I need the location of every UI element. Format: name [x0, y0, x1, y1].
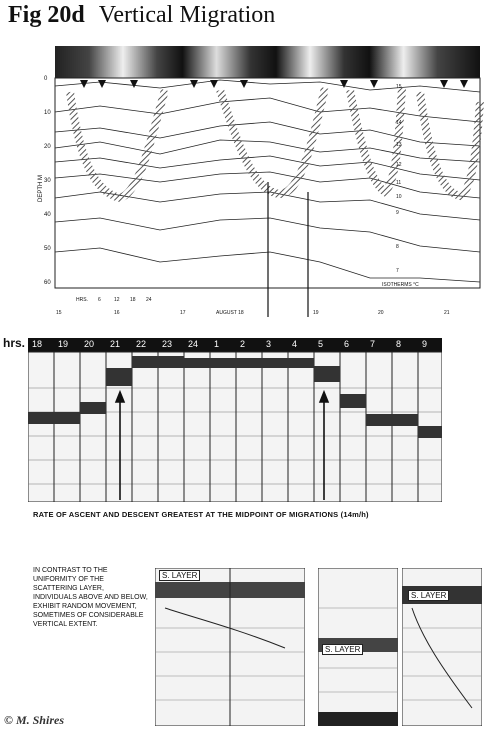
- hour-label: 19: [58, 339, 69, 349]
- s-layer-label: S. LAYER: [408, 590, 449, 601]
- isotherm-label: 11: [396, 180, 402, 186]
- depth-tick: 60: [44, 280, 51, 286]
- hour-label: 5: [318, 339, 324, 349]
- depth-axis-label: DEPTH M: [38, 175, 44, 202]
- echogram-frame: [28, 352, 442, 502]
- bottom-echogram-1-svg: [155, 568, 305, 726]
- day-tick: AUGUST 18: [216, 310, 244, 316]
- day-tick: 15: [56, 310, 62, 316]
- bottom-echogram-2: [318, 568, 398, 726]
- hour-label: 2: [240, 339, 246, 349]
- s-layer-label: S. LAYER: [159, 570, 200, 581]
- pointer-lines: [268, 182, 308, 317]
- figure-number: Fig 20d: [8, 2, 85, 28]
- day-tick: 20: [378, 310, 384, 316]
- hour-tick: 6: [98, 297, 101, 303]
- hour-tick: 12: [114, 297, 120, 303]
- isotherm-label: 12: [396, 162, 402, 168]
- depth-tick: 0: [44, 76, 48, 82]
- echogram-svg: [28, 338, 442, 502]
- figure-heading: Vertical Migration: [98, 2, 276, 28]
- echogram-strip: [28, 338, 442, 502]
- depth-tick: 30: [44, 178, 51, 184]
- hour-label: 9: [422, 339, 428, 349]
- day-tick: 17: [180, 310, 186, 316]
- isotherm-label: 15: [396, 84, 402, 90]
- isotherm-label: 14: [396, 120, 402, 126]
- hour-label: 20: [84, 339, 95, 349]
- s-layer-label: S. LAYER: [322, 644, 363, 655]
- depth-tick: 40: [44, 212, 51, 218]
- bottom-echogram-1: [155, 568, 305, 726]
- hour-label: 1: [214, 339, 220, 349]
- day-tick: 21: [444, 310, 450, 316]
- hour-label: 6: [344, 339, 350, 349]
- depth-tick: 20: [44, 144, 51, 150]
- isotherm-title: ISOTHERMS °C: [382, 282, 419, 288]
- isotherm-label: 10: [396, 194, 402, 200]
- hour-label: 18: [32, 339, 43, 349]
- isotherm-label: 9: [396, 210, 399, 216]
- figure-title: [8, 2, 275, 29]
- hour-tick: 18: [130, 297, 136, 303]
- depth-tick: 50: [44, 246, 51, 252]
- isotherm-label: 8: [396, 244, 399, 250]
- hour-label: 22: [136, 339, 147, 349]
- hour-label: 23: [162, 339, 173, 349]
- scattering-note: IN CONTRAST TO THE UNIFORMITY OF THE SCATTERING LAYER, INDIVIDUALS ABOVE AND BELOW, EXHIBIT RANDOM MOVEMENT, SOMETIMES OF CONSIDERABLE VERTICAL EXTENT.: [33, 567, 148, 628]
- day-tick: 16: [114, 310, 120, 316]
- hour-tick: 24: [146, 297, 152, 303]
- hrs-label: hrs.: [3, 336, 26, 350]
- hour-tick: HRS.: [76, 297, 88, 303]
- day-night-bar: [55, 46, 480, 78]
- depth-tick: 10: [44, 110, 51, 116]
- top-chart-svg: [40, 42, 485, 317]
- hour-label: 7: [370, 339, 376, 349]
- isotherm-label: 7: [396, 268, 399, 274]
- hour-label: 4: [292, 339, 298, 349]
- hour-label: 21: [110, 339, 121, 349]
- hour-label: 3: [266, 339, 272, 349]
- hour-label: 24: [188, 339, 199, 349]
- isotherm-label: 13: [396, 142, 402, 148]
- signature: © M. Shires: [4, 713, 64, 727]
- top-migration-chart: [40, 42, 485, 317]
- bottom-echogram-3: [402, 568, 482, 726]
- day-tick: 19: [313, 310, 319, 316]
- hour-label: 8: [396, 339, 402, 349]
- figure-caption: RATE OF ASCENT AND DESCENT GREATEST AT THE MIDPOINT OF MIGRATIONS (14m/h): [33, 510, 369, 519]
